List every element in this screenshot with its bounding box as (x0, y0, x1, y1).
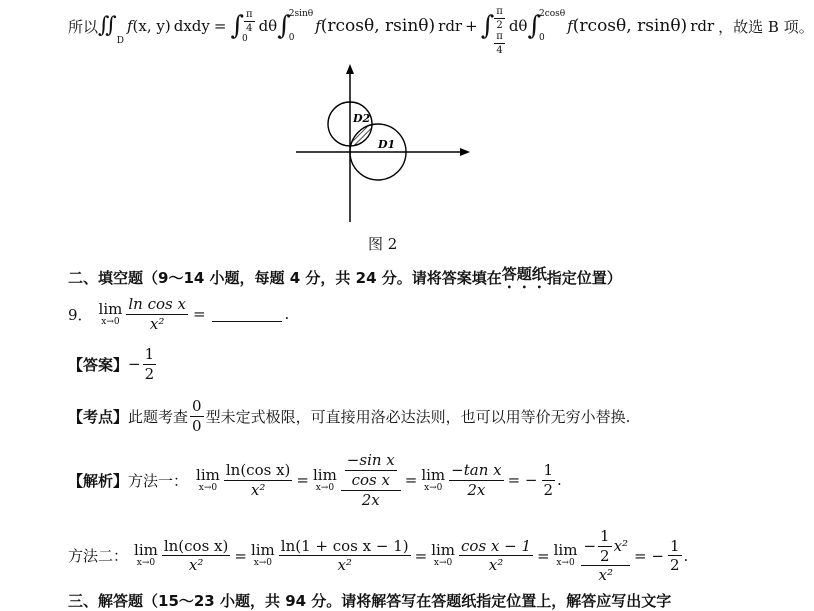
function-args: (x, y) (132, 17, 171, 35)
figure-caption: 图 2 (368, 235, 398, 253)
top-formula: 所以 ∬ D f (x, y) dxdy = ∫ $\frac{\pi}{4}$ 0 dθ ∫ 2sinθ 0 f (rcosθ, rsinθ) rdr + ∫ $\frac{\pi}{2}$ $\frac{\pi}{4}$ dθ ∫ 2cosθ 0 f (rcosθ, rsinθ) rdr ，故选 B 项。 (68, 6, 814, 56)
section-3-heading: 三、解答题（15～23 小题，共 94 分。请将解答写在答题纸指定位置上，解答应写出文字 (68, 592, 672, 610)
dtheta: dθ (258, 17, 278, 35)
region-subscript: D (116, 36, 124, 46)
answer-label: 【答案】 (68, 355, 129, 374)
integral-2: ∫ 2sinθ 0 (277, 9, 314, 43)
analysis-method-2: 方法二： lim x→0 $\frac{\text{ln(cos x)}}{\text{x²}}$ = lim x→0 $\frac{\text{ln(1 + cos x − 1)}}{\text{x²}}$ = lim x→0 $\frac{\text{cos x − 1}}{\text{x²}}$ = lim x→0 − $\frac{1}{2}$ x² x² = − $\frac{1}{2}$ . (68, 527, 689, 584)
answer-blank (212, 307, 282, 322)
double-integral-sign: ∬ (98, 13, 117, 38)
function-f: f (126, 17, 133, 35)
lead-text: 所以 (68, 17, 99, 36)
point-label: 【考点】 (68, 407, 129, 426)
label-d1: D1 (378, 138, 396, 151)
integral-3: ∫ $\frac{\pi}{2}$ $\frac{\pi}{4}$ (480, 6, 503, 56)
plus: + (465, 17, 478, 35)
polar-args: (rcosθ, rsinθ) (320, 16, 436, 36)
analysis-label: 【解析】 (68, 471, 129, 490)
dxdy: dxdy (173, 17, 210, 35)
question-9: 9． lim x→0 $\frac{\text{ln cos x}}{\text{x²}}$ = . (68, 295, 290, 333)
equals: = (213, 17, 227, 35)
answer-line: 【答案】 − $\frac{1}{2}$ (68, 345, 155, 383)
integral-4: ∫ 2cosθ 0 (527, 9, 566, 43)
tail-text: ，故选 B 项。 (718, 17, 814, 36)
question-number: 9． (68, 305, 93, 324)
analysis-method-1: 【解析】 方法一： lim x→0 $\frac{\text{ln(cos x)}}{\text{x²}}$ = lim x→0 $\frac{\frac{\text{−sin x}}{\text{cos x}}}{2x}$ = lim x→0 $\frac{\text{−tan x}}{2x}$ = − $\frac{1}{2}$ . (68, 451, 562, 509)
region-figure (290, 62, 480, 230)
section-2-heading: 二、填空题（9～14 小题，每题 4 分，共 24 分。请将答案填在 答题纸 指定位置） (68, 265, 622, 287)
label-d2: D2 (353, 112, 371, 125)
integral-1: ∫ $\frac{\pi}{4}$ 0 (230, 9, 253, 44)
point-line: 【考点】 此题考查 $\frac{0}{0}$ 型未定式极限，可直接用洛必达法则，也可以用等价无穷小替换. (68, 397, 631, 435)
